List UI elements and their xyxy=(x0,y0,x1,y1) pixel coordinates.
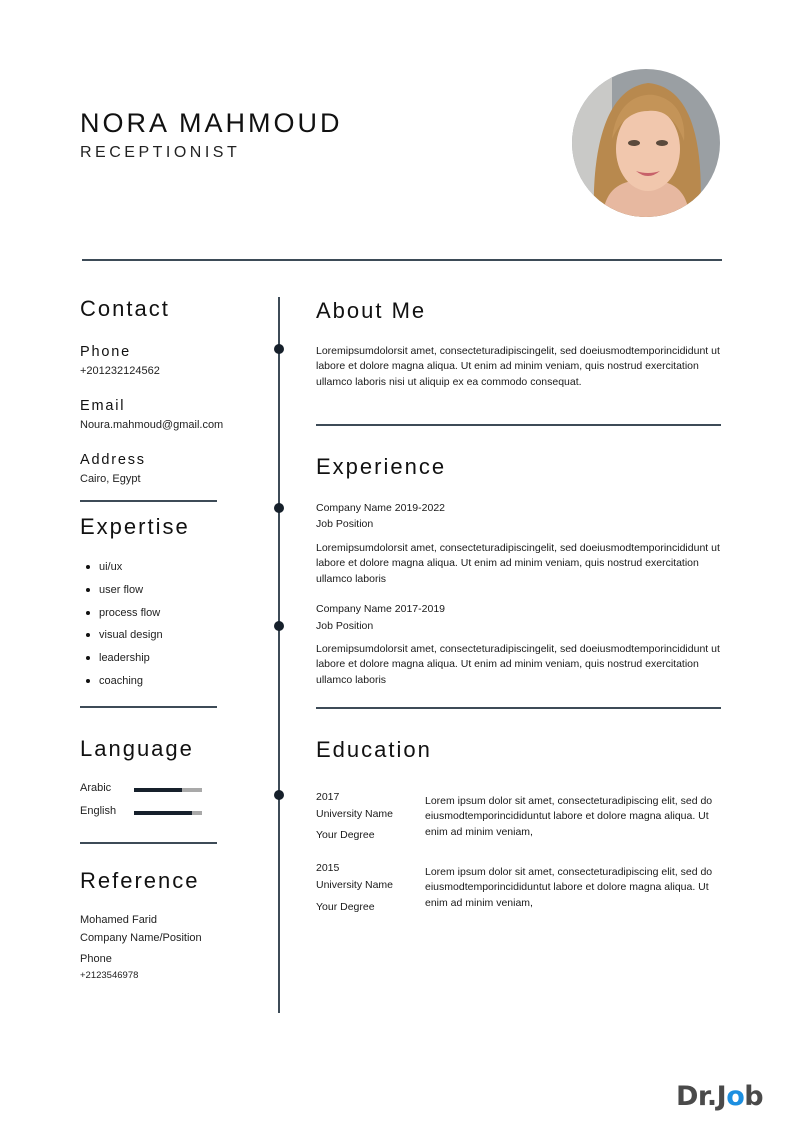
header-divider xyxy=(82,259,722,261)
education-year: 2017 xyxy=(316,791,340,803)
expertise-list xyxy=(86,559,163,696)
language-name: Arabic xyxy=(80,782,112,794)
experience-description: Loremipsumdolorsit amet, consecteturadipiscingelit, sed doeiusmodtemporincididunt ut labore et dolore magna aliqua. Ut enim ad minim veniam, quis nostrud exercitation ullamco laboris xyxy=(316,542,720,585)
expertise-divider xyxy=(80,706,217,708)
timeline-dot xyxy=(274,344,284,354)
reference-phone-label: Phone xyxy=(80,953,112,965)
language-name: English xyxy=(80,805,117,817)
list-item: process flow xyxy=(86,605,163,628)
list-item: leadership xyxy=(86,650,163,673)
education-description: Lorem ipsum dolor sit amet, consecteturadipiscing elit, sed do eiusmodtemporincididuntut labore et dolore magna aliqua. Ut enim ad minim veniam, xyxy=(425,866,713,909)
timeline-dot xyxy=(274,621,284,631)
about-heading: About Me xyxy=(316,298,427,323)
language-level-bar xyxy=(134,788,202,792)
reference-heading: Reference xyxy=(80,868,200,893)
language-level-bar xyxy=(134,811,202,815)
reference-position: Company Name/Position xyxy=(80,932,202,944)
resume-job-title: RECEPTIONIST xyxy=(80,144,241,161)
education-university: University Name xyxy=(316,808,394,820)
email-value[interactable]: Noura.mahmoud@gmail.com xyxy=(80,419,224,431)
experience-position: Job Position xyxy=(316,518,374,530)
education-university: University Name xyxy=(316,879,394,891)
education-degree: Your Degree xyxy=(316,829,375,841)
timeline-dot xyxy=(274,790,284,800)
drjob-logo: Dr.Job xyxy=(676,1081,764,1112)
language-heading: Language xyxy=(80,736,194,761)
address-value: Cairo, Egypt xyxy=(80,473,141,485)
language-level-fill xyxy=(134,788,182,792)
list-item: coaching xyxy=(86,673,163,696)
contact-divider xyxy=(80,500,217,502)
list-item: ui/ux xyxy=(86,559,163,582)
experience-heading: Experience xyxy=(316,454,447,479)
phone-value: +201232124562 xyxy=(80,365,160,377)
language-divider xyxy=(80,842,217,844)
address-label: Address xyxy=(80,452,146,468)
reference-name: Mohamed Farid xyxy=(80,914,158,926)
language-row xyxy=(80,782,210,798)
education-year: 2015 xyxy=(316,862,340,874)
about-text: Loremipsumdolorsit amet, consecteturadipiscingelit, sed doeiusmodtemporincididunt ut labore et dolore magna aliqua. Ut enim ad minim veniam, quis nostrud exercitation ullamco laboris nisi ut aliquip ex ea commodo consequat. xyxy=(316,345,720,388)
about-divider xyxy=(316,424,721,426)
timeline-line xyxy=(278,297,280,1013)
education-degree: Your Degree xyxy=(316,901,375,913)
education-heading: Education xyxy=(316,737,432,762)
experience-divider xyxy=(316,707,721,709)
phone-label: Phone xyxy=(80,344,131,360)
education-description: Lorem ipsum dolor sit amet, consecteturadipiscing elit, sed do eiusmodtemporincididuntut labore et dolore magna aliqua. Ut enim ad minim veniam, xyxy=(425,795,713,838)
resume-name: NORA MAHMOUD xyxy=(80,108,343,138)
list-item: visual design xyxy=(86,627,163,650)
language-level-fill xyxy=(134,811,192,815)
timeline-dot xyxy=(274,503,284,513)
email-label: Email xyxy=(80,398,126,414)
contact-heading: Contact xyxy=(80,296,170,321)
reference-phone: +2123546978 xyxy=(80,970,139,981)
language-row xyxy=(80,805,210,821)
experience-company: Company Name 2019-2022 xyxy=(316,502,445,514)
experience-description: Loremipsumdolorsit amet, consecteturadipiscingelit, sed doeiusmodtemporincididunt ut labore et dolore magna aliqua. Ut enim ad minim veniam, quis nostrud exercitation ullamco laboris xyxy=(316,643,720,686)
experience-company: Company Name 2017-2019 xyxy=(316,603,445,615)
expertise-heading: Expertise xyxy=(80,514,190,539)
experience-position: Job Position xyxy=(316,620,374,632)
list-item: user flow xyxy=(86,582,163,605)
profile-photo xyxy=(572,69,720,217)
